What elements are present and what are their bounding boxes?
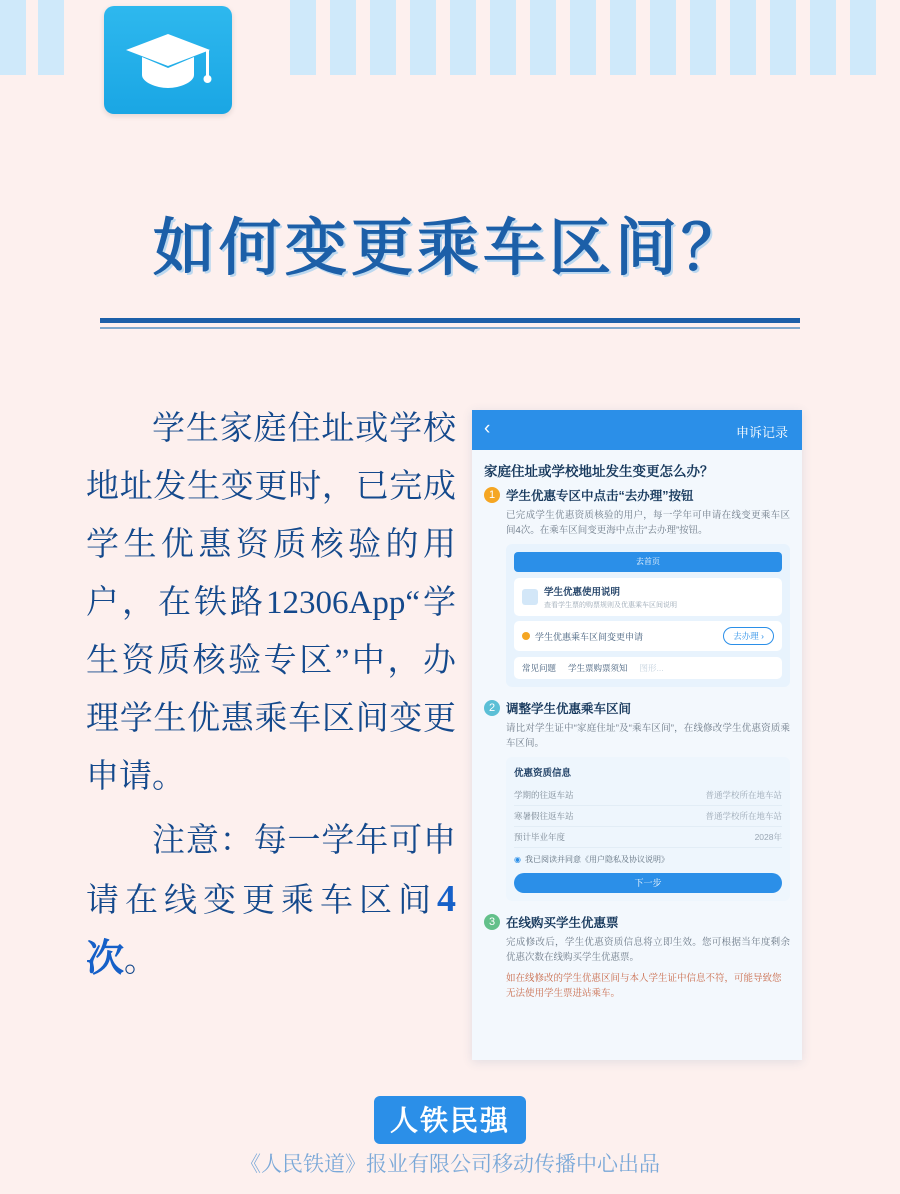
card2-title xyxy=(514,765,782,779)
step-2-title: 调整学生优惠乘车区间 xyxy=(506,702,632,716)
card2-row-2 xyxy=(514,806,782,827)
card1-top-button[interactable]: 去首页 xyxy=(514,552,782,572)
app-card-student-zone xyxy=(506,544,790,687)
footer-badge-text: 人铁民强 xyxy=(389,1106,510,1137)
paragraph-2 xyxy=(86,812,456,990)
step-3 xyxy=(472,911,802,1001)
stripe xyxy=(650,0,676,75)
card2-row-1 xyxy=(514,785,782,806)
step-3-body: 完成修改后，学生优惠资质信息将立即生效。您可根据当年度剩余优惠次数在线购买学生优惠票。 xyxy=(506,937,790,963)
status-dot-icon xyxy=(522,632,530,640)
card2-row-2-label: 寒暑假往返车站 xyxy=(514,811,574,821)
card2-row-3-value: 2028年 xyxy=(754,832,782,842)
student-icon xyxy=(522,589,538,605)
step-1-body: 已完成学生优惠资质核验的用户，每一学年可申请在线变更乘车区间4次。在乘车区间变更海中点击“去办理”按钮。 xyxy=(506,510,790,536)
card1-row-subtitle: 查看学生票的购票规则及优惠乘车区间说明 xyxy=(544,602,677,609)
stripe xyxy=(530,0,556,75)
stripe xyxy=(810,0,836,75)
footer-logo xyxy=(0,1096,900,1144)
stripe xyxy=(450,0,476,75)
stripe xyxy=(410,0,436,75)
card2-row-3-label: 预计毕业年度 xyxy=(514,832,566,842)
footer-badge xyxy=(374,1096,526,1144)
stripe xyxy=(38,0,64,75)
card1-row-change-request[interactable] xyxy=(514,621,782,651)
paragraph-1: 学生家庭住址或学校地址发生变更时，已完成学生优惠资质核验的用户，在铁路12306App“学生资质核验专区”中，办理学生优惠乘车区间变更申请。 xyxy=(86,411,456,795)
stripe xyxy=(290,0,316,75)
stripe xyxy=(370,0,396,75)
step-3-head xyxy=(484,913,790,931)
stripe xyxy=(610,0,636,75)
highlight-times: 4次 xyxy=(86,878,456,980)
tab-other[interactable]: 图形... xyxy=(639,663,664,673)
card1-tabs xyxy=(514,657,782,679)
go-handle-button[interactable]: 去办理 › xyxy=(723,627,774,645)
stripe xyxy=(850,0,876,75)
paragraph-2-end: 。 xyxy=(124,943,158,979)
tab-faq[interactable]: 常见问题 xyxy=(522,663,557,673)
card2-agreement-text: 我已阅读并同意《用户隐私及协议说明》 xyxy=(524,855,669,864)
card2-title-text: 优惠资质信息 xyxy=(514,768,572,779)
stripe xyxy=(730,0,756,75)
stripe xyxy=(0,0,26,75)
paragraph-2-text: 注意：每一学年可申请在线变更乘车区间 xyxy=(86,823,456,919)
step-2-head xyxy=(484,699,790,717)
next-step-button[interactable]: 下一步 xyxy=(514,873,782,893)
article-body xyxy=(86,400,456,996)
tab-ticket-notice[interactable]: 学生票购票须知 xyxy=(568,663,628,673)
stripe xyxy=(770,0,796,75)
stripe xyxy=(690,0,716,75)
card2-row-1-value: 普通学校所在地车站 xyxy=(705,790,782,800)
card1-change-label-text: 学生优惠乘车区间变更申请 xyxy=(535,631,644,642)
page-title: 如何变更乘车区间？ xyxy=(152,215,747,283)
app-header-title[interactable]: 申诉记录 xyxy=(735,425,788,440)
step-1-head xyxy=(484,486,790,504)
card2-row-2-value: 普通学校所在地车站 xyxy=(705,811,782,821)
card1-row-title: 学生优惠使用说明 xyxy=(544,587,621,598)
stripe xyxy=(330,0,356,75)
card1-row-texts xyxy=(544,584,774,610)
step-1-title: 学生优惠专区中点击“去办理”按钮 xyxy=(506,489,694,503)
app-card-qualification-info xyxy=(506,757,790,901)
graduation-cap-logo xyxy=(104,6,232,114)
stripe xyxy=(490,0,516,75)
card2-row-1-label: 学期的往返车站 xyxy=(514,790,574,800)
checkbox-icon[interactable]: ◉ xyxy=(514,855,521,864)
title-divider-secondary xyxy=(100,327,800,329)
graduation-cap-icon xyxy=(122,28,214,94)
step-1 xyxy=(472,484,802,687)
card1-row-instructions[interactable] xyxy=(514,578,782,616)
footer-caption: 《人民铁道》报业有限公司移动传播中心出品 xyxy=(240,1152,660,1176)
back-icon[interactable]: ‹ xyxy=(484,418,491,439)
step-3-warning: 如在线修改的学生优惠区间与本人学生证中信息不符，可能导致您无法使用学生票进站乘车。 xyxy=(506,973,782,999)
faq-question: 家庭住址或学校地址发生变更怎么办？ xyxy=(484,464,714,479)
step-2-body: 请比对学生证中“家庭住址”及“乘车区间”，在线修改学生优惠资质乘车区间。 xyxy=(506,723,790,749)
step-2 xyxy=(472,697,802,901)
step-2-number: 2 xyxy=(484,700,500,716)
card1-change-label xyxy=(522,630,643,643)
stripe xyxy=(570,0,596,75)
card2-agreement-checkbox[interactable] xyxy=(514,854,782,865)
title-divider xyxy=(100,318,800,323)
app-header xyxy=(472,410,802,450)
step-1-number: 1 xyxy=(484,487,500,503)
card2-row-3 xyxy=(514,827,782,848)
step-3-number: 3 xyxy=(484,914,500,930)
step-3-title: 在线购买学生优惠票 xyxy=(506,916,619,930)
app-screenshot xyxy=(472,410,802,1060)
